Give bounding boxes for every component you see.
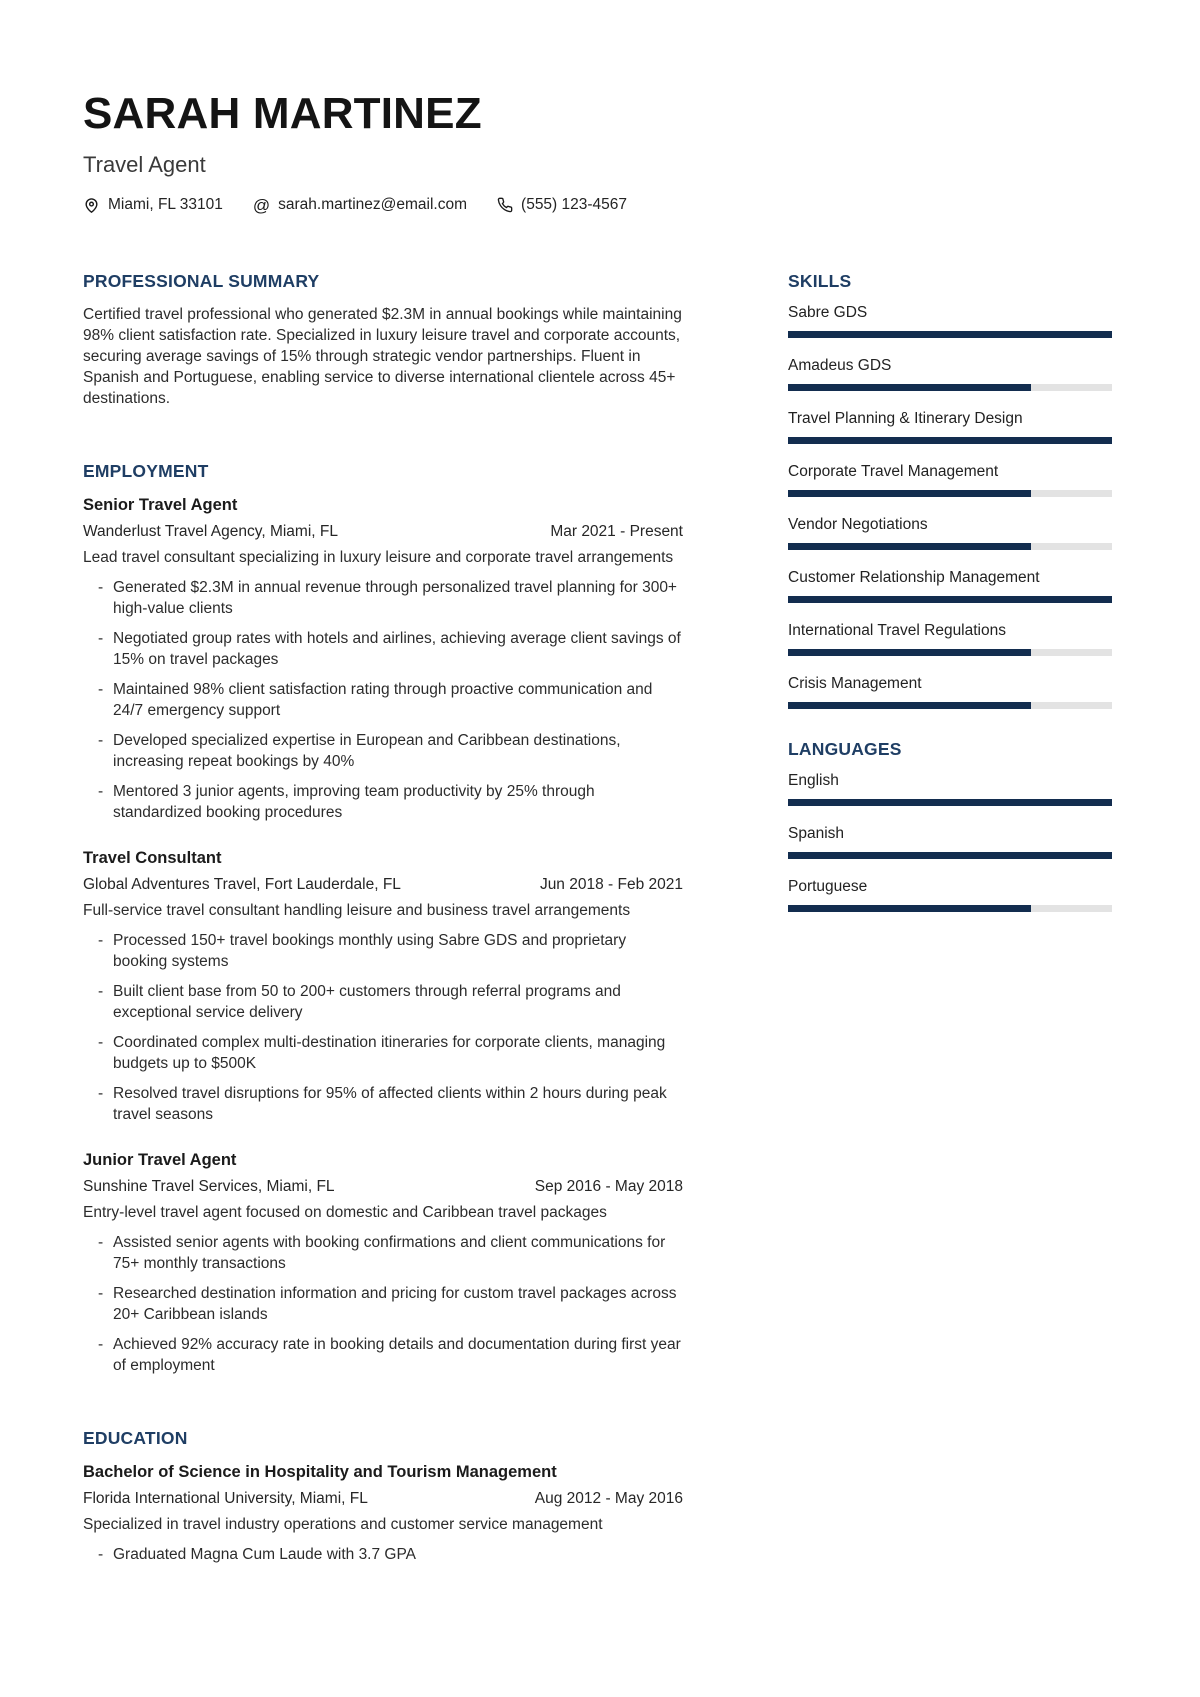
summary-text: Certified travel professional who generated $2.3M in annual bookings while maintaining 98% client satisfaction rate. Specialized in luxury leisure travel and corporate accounts, securing average savings of 15% through strategic vendor partnerships. Fluent in Spanish and Portuguese, enabling service to diverse international clientele across 45+ destinations. [83,306,682,407]
skill-bar-fill [788,437,1112,444]
section-employment [83,461,683,1376]
skill-bar [788,702,1112,709]
resume-body [83,271,1112,1574]
language-label: Spanish [788,825,845,842]
language-item [788,772,1112,806]
language-bar [788,852,1112,859]
skill-bar [788,384,1112,391]
skill-bar-fill [788,543,1031,550]
education-meta [83,1489,683,1508]
job-bullet-list [83,1232,683,1376]
location-pin-icon [83,197,100,214]
skill-label: International Travel Regulations [788,622,1006,639]
skill-bar-fill [788,702,1031,709]
language-label: English [788,772,839,789]
job-meta [83,875,683,894]
job-bullet-list [83,930,683,1125]
skill-item [788,410,1112,444]
bullet-dash: - [98,1085,104,1102]
language-bar-fill [788,905,1031,912]
skill-label: Amadeus GDS [788,357,892,374]
job-company: Wanderlust Travel Agency, Miami, FL [83,523,338,540]
skill-item [788,675,1112,709]
job-meta [83,522,683,541]
bullet-dash: - [98,630,104,647]
skill-label: Vendor Negotiations [788,516,928,533]
skill-item [788,516,1112,550]
job-description: Full-service travel consultant handling leisure and business travel arrangements [83,902,631,919]
job-title: Senior Travel Agent [83,496,238,514]
education-heading: EDUCATION [83,1428,188,1448]
skill-bar-fill [788,649,1031,656]
skill-item [788,622,1112,656]
job-dates: Jun 2018 - Feb 2021 [539,876,683,893]
skill-item [788,304,1112,338]
job-entry [83,849,683,1125]
job-entry [83,1151,683,1376]
bullet-dash: - [98,983,104,1000]
skill-bar-fill [788,384,1031,391]
list-item: - Developed specialized expertise in European and Caribbean destinations, increasing repeat bookings by 40% [98,732,621,770]
list-item: - Built client base from 50 to 200+ customers through referral programs and exceptional service delivery [98,983,621,1021]
education-entry [83,1463,683,1565]
skill-label: Crisis Management [788,675,922,692]
job-bullet-list [83,577,683,823]
language-item [788,825,1112,859]
skill-label: Corporate Travel Management [788,463,999,480]
email-at-icon: @ [252,195,271,215]
section-professional-summary [83,271,683,409]
contact-email-text: sarah.martinez@email.com [278,196,468,213]
degree-title: Bachelor of Science in Hospitality and Tourism Management [83,1463,557,1481]
contact-phone-text: (555) 123-4567 [521,196,628,213]
list-item: - Resolved travel disruptions for 95% of affected clients within 2 hours during peak travel seasons [98,1085,667,1123]
skill-label: Travel Planning & Itinerary Design [788,410,1023,427]
person-name: SARAH MARTINEZ [83,89,482,138]
skill-bar-fill [788,331,1112,338]
skill-bar [788,437,1112,444]
phone-icon [497,197,513,213]
employment-heading: EMPLOYMENT [83,461,209,481]
section-skills [788,271,1112,709]
job-dates: Sep 2016 - May 2018 [534,1178,683,1195]
education-description: Specialized in travel industry operations and customer service management [83,1516,603,1533]
education-dates: Aug 2012 - May 2016 [534,1490,683,1507]
job-entry [83,496,683,823]
job-description: Entry-level travel agent focused on domestic and Caribbean travel packages [83,1204,607,1221]
job-meta [83,1177,683,1196]
skill-item [788,463,1112,497]
person-job-title: Travel Agent [83,152,206,177]
skill-bar [788,649,1112,656]
education-bullet-list [83,1544,683,1565]
skill-bar [788,490,1112,497]
list-item: - Coordinated complex multi-destination itineraries for corporate clients, managing budgets up to $500K [98,1034,666,1072]
skill-bar [788,331,1112,338]
job-company: Global Adventures Travel, Fort Lauderdale, FL [83,876,401,893]
bullet-dash: - [98,579,104,596]
language-bar [788,905,1112,912]
skill-bar-fill [788,490,1031,497]
skill-item [788,569,1112,603]
job-dates: Mar 2021 - Present [550,523,683,540]
school-name: Florida International University, Miami, FL [83,1490,368,1507]
list-item: - Assisted senior agents with booking confirmations and client communications for 75+ monthly transactions [98,1234,666,1272]
list-item: - Researched destination information and pricing for custom travel packages across 20+ Caribbean islands [98,1285,677,1323]
main-column [83,271,683,1574]
list-item: - Maintained 98% client satisfaction rating through proactive communication and 24/7 emergency support [98,681,653,719]
language-bar [788,799,1112,806]
contact-row [83,196,1112,214]
language-bar-fill [788,799,1112,806]
bullet-dash: - [98,783,104,800]
bullet-dash: - [98,1034,104,1051]
list-item: - Graduated Magna Cum Laude with 3.7 GPA [98,1546,416,1563]
bullet-dash: - [98,1546,104,1563]
contact-location [83,196,223,214]
job-description: Lead travel consultant specializing in luxury leisure and corporate travel arrangements [83,549,674,566]
bullet-dash: - [98,1234,104,1251]
contact-email [253,196,467,214]
bullet-dash: - [98,732,104,749]
skill-label: Customer Relationship Management [788,569,1040,586]
section-languages [788,739,1112,912]
job-company: Sunshine Travel Services, Miami, FL [83,1178,335,1195]
language-label: Portuguese [788,878,868,895]
job-title: Junior Travel Agent [83,1151,237,1169]
sidebar-column [788,271,1112,1574]
language-bar-fill [788,852,1112,859]
languages-heading: LANGUAGES [788,739,902,759]
skill-bar [788,543,1112,550]
list-item: - Processed 150+ travel bookings monthly using Sabre GDS and proprietary booking systems [98,932,627,970]
job-title: Travel Consultant [83,849,222,867]
list-item: - Mentored 3 junior agents, improving team productivity by 25% through standardized booking procedures [98,783,595,821]
bullet-dash: - [98,1336,104,1353]
bullet-dash: - [98,681,104,698]
summary-heading: PROFESSIONAL SUMMARY [83,271,320,291]
bullet-dash: - [98,1285,104,1302]
skills-heading: SKILLS [788,271,852,291]
section-education [83,1428,683,1565]
skill-bar [788,596,1112,603]
skill-bar-fill [788,596,1112,603]
list-item: - Achieved 92% accuracy rate in booking details and documentation during first year of employment [98,1336,681,1374]
list-item: - Negotiated group rates with hotels and airlines, achieving average client savings of 15% on travel packages [98,630,681,668]
language-item [788,878,1112,912]
contact-location-text: Miami, FL 33101 [108,196,223,213]
skill-label: Sabre GDS [788,304,868,321]
list-item: - Generated $2.3M in annual revenue through personalized travel planning for 300+ high-value clients [98,579,677,617]
resume-header [83,89,1112,215]
skill-item [788,357,1112,391]
contact-phone [497,196,627,214]
bullet-dash: - [98,932,104,949]
